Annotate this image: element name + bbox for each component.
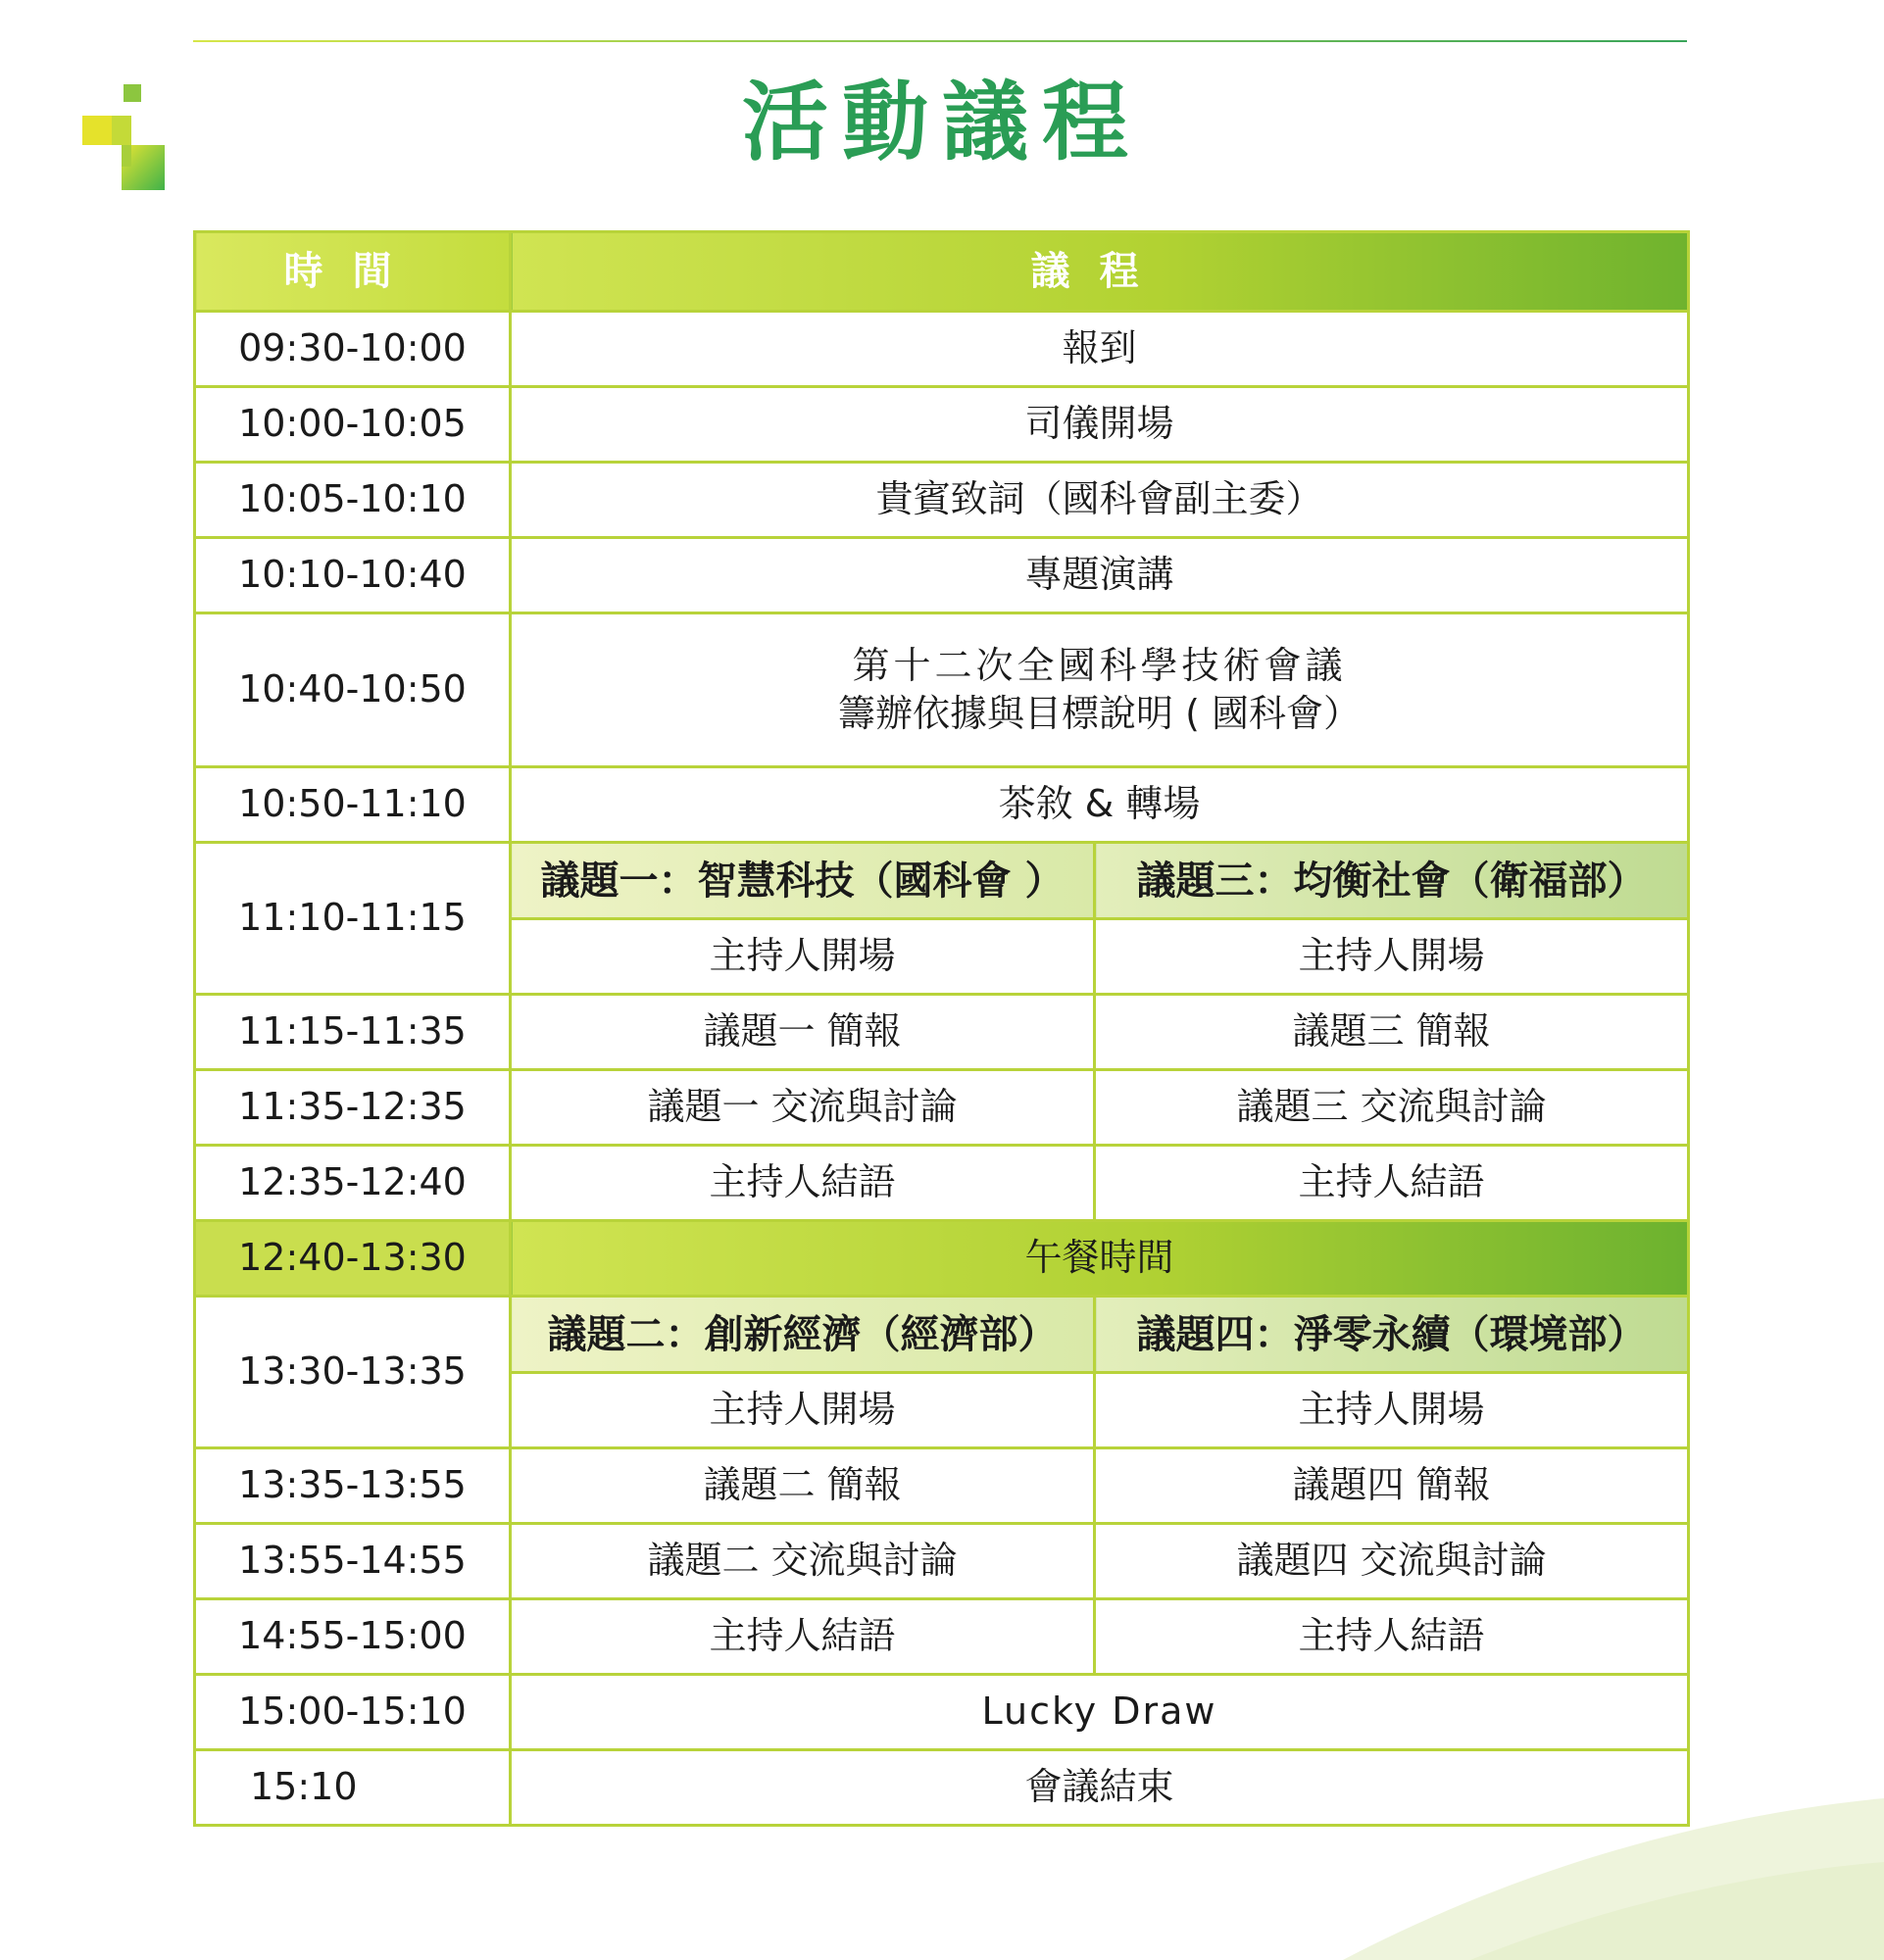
time-cell: 11:15-11:35 xyxy=(195,995,511,1070)
time-cell: 10:50-11:10 xyxy=(195,767,511,843)
session-cell-left: 主持人結語 xyxy=(511,1599,1095,1675)
top-rule xyxy=(193,40,1687,42)
table-row xyxy=(195,1070,1689,1146)
program-cell: 會議結束 xyxy=(511,1750,1689,1826)
time-cell: 12:40-13:30 xyxy=(195,1221,511,1297)
agenda-table xyxy=(193,230,1690,1827)
table-row xyxy=(195,767,1689,843)
time-cell: 11:10-11:15 xyxy=(195,843,511,995)
program-cell: 報到 xyxy=(511,312,1689,387)
table-row xyxy=(195,613,1689,767)
page-title: 活動議程 xyxy=(741,72,1142,172)
track-header-row xyxy=(195,843,1689,919)
session-cell-left: 主持人開場 xyxy=(511,919,1095,995)
time-cell: 15:00-15:10 xyxy=(195,1675,511,1750)
header-program: 議程 xyxy=(511,232,1689,312)
time-cell: 14:55-15:00 xyxy=(195,1599,511,1675)
program-cell: Lucky Draw xyxy=(511,1675,1689,1750)
table-row xyxy=(195,387,1689,463)
time-cell: 12:35-12:40 xyxy=(195,1146,511,1221)
header-time: 時間 xyxy=(195,232,511,312)
table-row xyxy=(195,1750,1689,1826)
session-cell-right: 議題四 交流與討論 xyxy=(1095,1524,1689,1599)
program-cell: 專題演講 xyxy=(511,538,1689,613)
program-cell: 午餐時間 xyxy=(511,1221,1689,1297)
table-row xyxy=(195,1146,1689,1221)
track-title-right: 議題四：淨零永續（環境部） xyxy=(1095,1297,1689,1373)
session-cell-left: 議題二 交流與討論 xyxy=(511,1524,1095,1599)
table-row xyxy=(195,1599,1689,1675)
session-cell-right: 主持人開場 xyxy=(1095,1373,1689,1448)
time-cell: 13:30-13:35 xyxy=(195,1297,511,1448)
table-row xyxy=(195,312,1689,387)
time-cell: 15:10 xyxy=(195,1750,511,1826)
time-cell: 13:35-13:55 xyxy=(195,1448,511,1524)
session-cell-right: 議題三 簡報 xyxy=(1095,995,1689,1070)
table-row xyxy=(195,995,1689,1070)
session-cell-left: 議題二 簡報 xyxy=(511,1448,1095,1524)
table-row xyxy=(195,1524,1689,1599)
track-title-left: 議題一：智慧科技（國科會 ） xyxy=(511,843,1095,919)
time-cell: 10:00-10:05 xyxy=(195,387,511,463)
program-cell: 司儀開場 xyxy=(511,387,1689,463)
session-cell-left: 主持人開場 xyxy=(511,1373,1095,1448)
session-cell-left: 議題一 交流與討論 xyxy=(511,1070,1095,1146)
session-cell-left: 主持人結語 xyxy=(511,1146,1095,1221)
table-row xyxy=(195,1675,1689,1750)
track-title-left: 議題二：創新經濟（經濟部） xyxy=(511,1297,1095,1373)
session-cell-left: 議題一 簡報 xyxy=(511,995,1095,1070)
time-cell: 10:10-10:40 xyxy=(195,538,511,613)
table-header-row xyxy=(195,232,1689,312)
session-cell-right: 主持人結語 xyxy=(1095,1146,1689,1221)
program-cell: 貴賓致詞（國科會副主委） xyxy=(511,463,1689,538)
table-row xyxy=(195,463,1689,538)
track-title-right: 議題三：均衡社會（衛福部） xyxy=(1095,843,1689,919)
table-row xyxy=(195,1448,1689,1524)
program-line-2: 籌辦依據與目標說明 ( 國科會） xyxy=(838,692,1361,735)
session-cell-right: 議題三 交流與討論 xyxy=(1095,1070,1689,1146)
time-cell: 09:30-10:00 xyxy=(195,312,511,387)
time-cell: 13:55-14:55 xyxy=(195,1524,511,1599)
table-row xyxy=(195,538,1689,613)
program-cell: 茶敘 & 轉場 xyxy=(511,767,1689,843)
session-cell-right: 主持人開場 xyxy=(1095,919,1689,995)
time-cell: 11:35-12:35 xyxy=(195,1070,511,1146)
lunch-row xyxy=(195,1221,1689,1297)
session-cell-right: 議題四 簡報 xyxy=(1095,1448,1689,1524)
program-cell xyxy=(511,613,1689,767)
track-header-row xyxy=(195,1297,1689,1373)
time-cell: 10:40-10:50 xyxy=(195,613,511,767)
session-cell-right: 主持人結語 xyxy=(1095,1599,1689,1675)
time-cell: 10:05-10:10 xyxy=(195,463,511,538)
program-line-1: 第十二次全國科學技術會議 xyxy=(852,643,1347,687)
